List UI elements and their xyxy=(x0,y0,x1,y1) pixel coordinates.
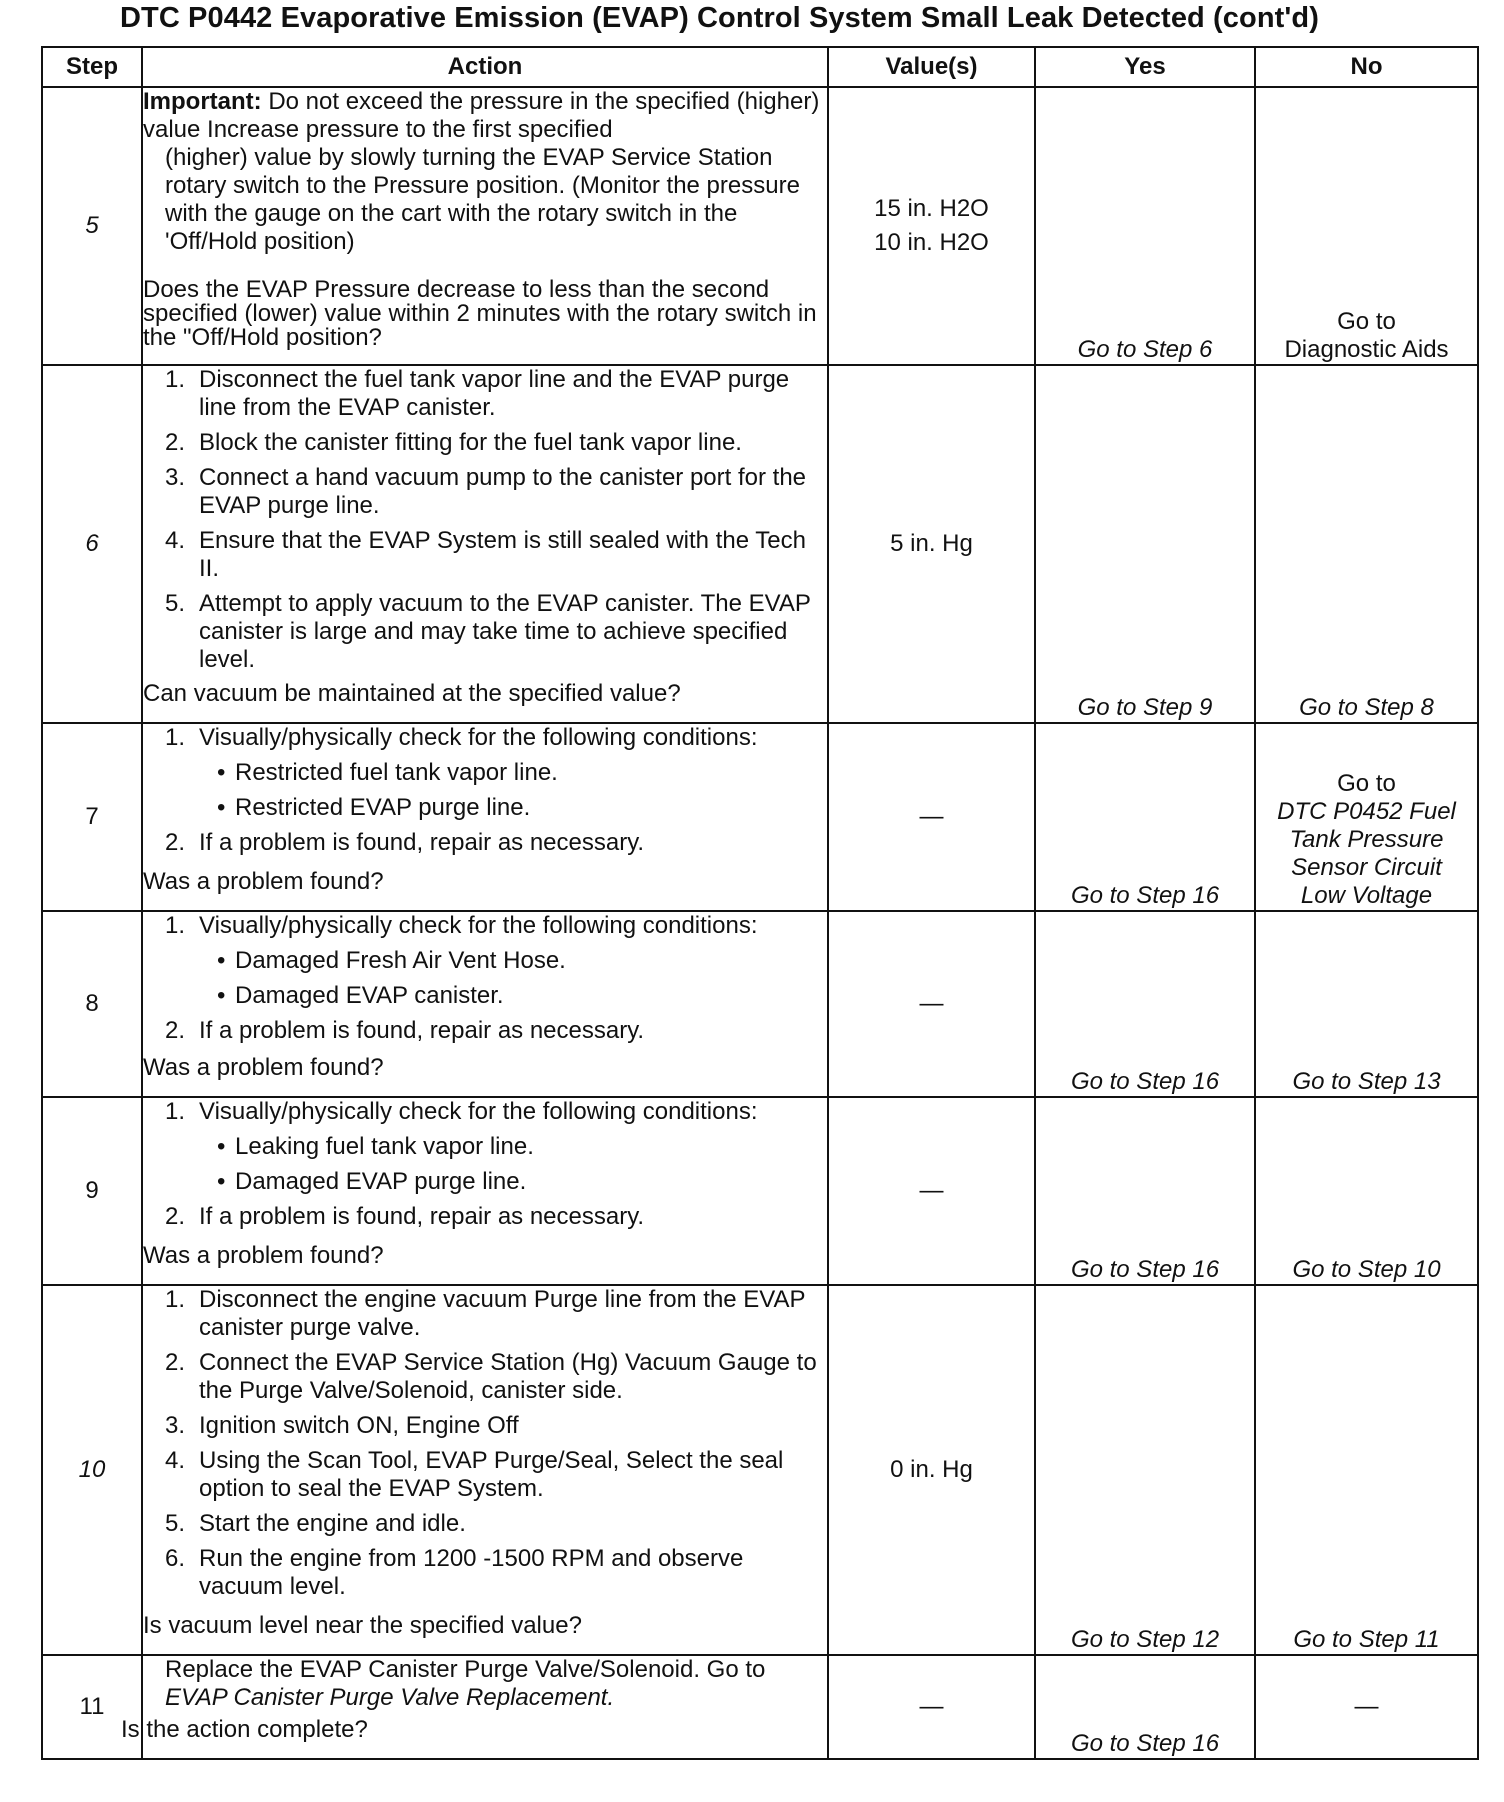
table-row-step-11 xyxy=(42,1655,1478,1759)
no-link-line1[interactable]: Go to xyxy=(1337,308,1396,335)
value-cell: 5 in. Hg xyxy=(828,365,1035,723)
step-number: 9 xyxy=(42,1097,142,1285)
important-text-line1: Do not exceed the pressure in the specified (higher) value Increase pressure to the first specified xyxy=(143,88,820,143)
value-cell xyxy=(828,87,1035,365)
yes-link[interactable]: Go to Step 16 xyxy=(1070,1730,1220,1757)
item-text: If a problem is found, repair as necessary. xyxy=(199,1203,645,1230)
condition-list xyxy=(199,947,827,1010)
yes-link[interactable]: Go to Step 6 xyxy=(1077,336,1213,363)
yes-cell xyxy=(1035,911,1255,1097)
no-link-line2[interactable]: DTC P0452 Fuel Tank Pressure Sensor Circuit Low Voltage xyxy=(1277,798,1456,909)
header-yes: Yes xyxy=(1035,47,1255,87)
list-item: 1. Disconnect the fuel tank vapor line and the EVAP purge line from the EVAP canister. xyxy=(165,366,790,421)
action-cell xyxy=(121,1655,828,1759)
action-cell xyxy=(142,911,828,1097)
list-item: 2. If a problem is found, repair as necessary. xyxy=(165,1203,645,1230)
important-text-line2: (higher) value by slowly turning the EVAP Service Station rotary switch to the Pressure position. (Monitor the pressure with the gauge on the cart with the rotary switch in the 'Off/Hold position) xyxy=(165,144,800,255)
bullet-item: • Restricted fuel tank vapor line. xyxy=(199,759,827,787)
yes-link[interactable]: Go to Step 16 xyxy=(1070,1068,1220,1095)
important-label: Important: xyxy=(143,88,262,115)
step-number: 11 xyxy=(42,1655,142,1759)
item-text: Visually/physically check for the following conditions: xyxy=(199,1098,758,1125)
action-steps xyxy=(143,1098,827,1231)
document-title: DTC P0442 Evaporative Emission (EVAP) Control System Small Leak Detected (cont'd) xyxy=(120,2,1319,34)
value-cell: — xyxy=(828,1655,1035,1759)
no-link[interactable]: Go to Step 11 xyxy=(1293,1626,1440,1653)
action-cell xyxy=(142,365,828,723)
table-header-row xyxy=(42,47,1478,87)
list-item: 1. Visually/physically check for the following conditions: • Damaged Fresh Air Vent Hose. • Damaged EVAP canister. xyxy=(143,912,827,1010)
condition-list xyxy=(199,759,827,822)
condition-list xyxy=(199,1133,827,1196)
list-item: 5. Start the engine and idle. xyxy=(165,1510,466,1537)
item-text: Start the engine and idle. xyxy=(199,1510,466,1537)
table-row-step-10 xyxy=(42,1285,1478,1655)
value-item: 10 in. H2O xyxy=(874,229,989,256)
item-text: If a problem is found, repair as necessary. xyxy=(199,829,645,856)
no-cell xyxy=(1255,1097,1478,1285)
list-item: 2. Block the canister fitting for the fuel tank vapor line. xyxy=(165,429,742,456)
action-steps xyxy=(143,1286,827,1601)
step-question: Was a problem found? xyxy=(143,1242,384,1269)
header-no: No xyxy=(1255,47,1478,87)
bullet-item: • Damaged EVAP canister. xyxy=(199,982,827,1010)
item-text: Connect a hand vacuum pump to the canister port for the EVAP purge line. xyxy=(199,464,807,519)
header-values: Value(s) xyxy=(828,47,1035,87)
value-cell: — xyxy=(828,1097,1035,1285)
no-cell xyxy=(1255,911,1478,1097)
list-item: 1. Visually/physically check for the following conditions: • Restricted fuel tank vapor line. • Restricted EVAP purge line. xyxy=(143,724,827,822)
item-text: Block the canister fitting for the fuel tank vapor line. xyxy=(199,429,742,456)
list-item: 2. If a problem is found, repair as necessary. xyxy=(165,829,645,856)
no-link-line1[interactable]: Go to xyxy=(1337,770,1396,797)
table-row-step-7 xyxy=(42,723,1478,911)
yes-link[interactable]: Go to Step 16 xyxy=(1070,882,1220,909)
action-text: Replace the EVAP Canister Purge Valve/Solenoid. Go to xyxy=(165,1656,766,1683)
step-question: Can vacuum be maintained at the specified value? xyxy=(143,680,681,707)
list-item: 1. Visually/physically check for the following conditions: • Leaking fuel tank vapor line. • Damaged EVAP purge line. xyxy=(143,1098,827,1196)
yes-cell xyxy=(1035,1097,1255,1285)
table-row-step-5 xyxy=(42,87,1478,365)
no-cell xyxy=(1255,365,1478,723)
yes-cell xyxy=(1035,1655,1255,1759)
step-question: Does the EVAP Pressure decrease to less than the second specified (lower) value within 2 minutes with the rotary switch in the "Off/Hold position? xyxy=(143,276,817,351)
yes-link[interactable]: Go to Step 16 xyxy=(1070,1256,1220,1283)
list-item: 2. If a problem is found, repair as necessary. xyxy=(165,1017,645,1044)
value-cell: — xyxy=(828,911,1035,1097)
action-cell xyxy=(142,723,828,911)
no-link-line2[interactable]: Diagnostic Aids xyxy=(1284,336,1449,363)
item-text: Ignition switch ON, Engine Off xyxy=(199,1412,519,1439)
yes-cell xyxy=(1035,365,1255,723)
value-cell: 0 in. Hg xyxy=(828,1285,1035,1655)
no-link[interactable]: Go to Step 8 xyxy=(1299,694,1434,721)
step-number: 5 xyxy=(42,87,142,365)
important-note xyxy=(143,88,827,256)
bullet-item: • Damaged EVAP purge line. xyxy=(199,1168,827,1196)
procedure-link[interactable]: EVAP Canister Purge Valve Replacement. xyxy=(165,1684,615,1711)
step-question: Is vacuum level near the specified value? xyxy=(143,1612,582,1639)
diagnostic-table xyxy=(41,46,1479,1760)
action-steps xyxy=(143,366,827,674)
list-item: 4. Ensure that the EVAP System is still sealed with the Tech II. xyxy=(165,527,806,582)
list-item: 2. Connect the EVAP Service Station (Hg) Vacuum Gauge to the Purge Valve/Solenoid, canister side. xyxy=(165,1349,817,1404)
no-cell xyxy=(1255,723,1478,911)
step-number: 6 xyxy=(42,365,142,723)
step-question: Is the action complete? xyxy=(121,1716,368,1743)
list-item: 1. Disconnect the engine vacuum Purge line from the EVAP canister purge valve. xyxy=(165,1286,806,1341)
table-row-step-9 xyxy=(42,1097,1478,1285)
no-link[interactable]: Go to Step 13 xyxy=(1292,1068,1441,1095)
yes-cell xyxy=(1035,723,1255,911)
action-steps xyxy=(143,912,827,1045)
action-steps xyxy=(143,724,827,857)
yes-link[interactable]: Go to Step 9 xyxy=(1077,694,1213,721)
no-cell xyxy=(1255,87,1478,365)
value-cell: — xyxy=(828,723,1035,911)
no-cell xyxy=(1255,1285,1478,1655)
yes-cell xyxy=(1035,1285,1255,1655)
item-text: Visually/physically check for the following conditions: xyxy=(199,724,758,751)
step-number: 7 xyxy=(42,723,142,911)
action-cell xyxy=(142,1097,828,1285)
list-item: 3. Ignition switch ON, Engine Off xyxy=(165,1412,519,1439)
item-text: Disconnect the engine vacuum Purge line from the EVAP canister purge valve. xyxy=(199,1286,806,1341)
item-text: Connect the EVAP Service Station (Hg) Vacuum Gauge to the Purge Valve/Solenoid, canister side. xyxy=(199,1349,817,1404)
yes-link[interactable]: Go to Step 12 xyxy=(1070,1626,1220,1653)
item-text: Using the Scan Tool, EVAP Purge/Seal, Select the seal option to seal the EVAP System. xyxy=(199,1447,784,1502)
item-text: Ensure that the EVAP System is still sealed with the Tech II. xyxy=(199,527,806,582)
step-number: 8 xyxy=(42,911,142,1097)
item-text: Run the engine from 1200 -1500 RPM and observe vacuum level. xyxy=(199,1545,744,1600)
step-number: 10 xyxy=(42,1285,142,1655)
list-item: 3. Connect a hand vacuum pump to the canister port for the EVAP purge line. xyxy=(165,464,807,519)
item-text: Attempt to apply vacuum to the EVAP canister. The EVAP canister is large and may take time to achieve specified level. xyxy=(199,590,811,673)
action-cell xyxy=(142,1285,828,1655)
action-cell xyxy=(142,87,828,365)
bullet-item: • Restricted EVAP purge line. xyxy=(199,794,827,822)
value-item: 15 in. H2O xyxy=(874,195,989,222)
header-step: Step xyxy=(42,47,142,87)
list-item: 5. Attempt to apply vacuum to the EVAP canister. The EVAP canister is large and may take time to achieve specified level. xyxy=(165,590,811,673)
item-text: If a problem is found, repair as necessary. xyxy=(199,1017,645,1044)
bullet-item: • Damaged Fresh Air Vent Hose. xyxy=(199,947,827,975)
list-item: 4. Using the Scan Tool, EVAP Purge/Seal, Select the seal option to seal the EVAP System. xyxy=(165,1447,784,1502)
header-action: Action xyxy=(142,47,828,87)
table-row-step-8 xyxy=(42,911,1478,1097)
yes-cell xyxy=(1035,87,1255,365)
step-question: Was a problem found? xyxy=(143,868,384,895)
no-cell: — xyxy=(1255,1655,1478,1759)
item-text: Visually/physically check for the following conditions: xyxy=(199,912,758,939)
list-item: 6. Run the engine from 1200 -1500 RPM and observe vacuum level. xyxy=(165,1545,744,1600)
table-row-step-6 xyxy=(42,365,1478,723)
bullet-item: • Leaking fuel tank vapor line. xyxy=(199,1133,827,1161)
item-text: Disconnect the fuel tank vapor line and the EVAP purge line from the EVAP canister. xyxy=(199,366,790,421)
step-question: Was a problem found? xyxy=(143,1054,384,1081)
no-link[interactable]: Go to Step 10 xyxy=(1292,1256,1441,1283)
